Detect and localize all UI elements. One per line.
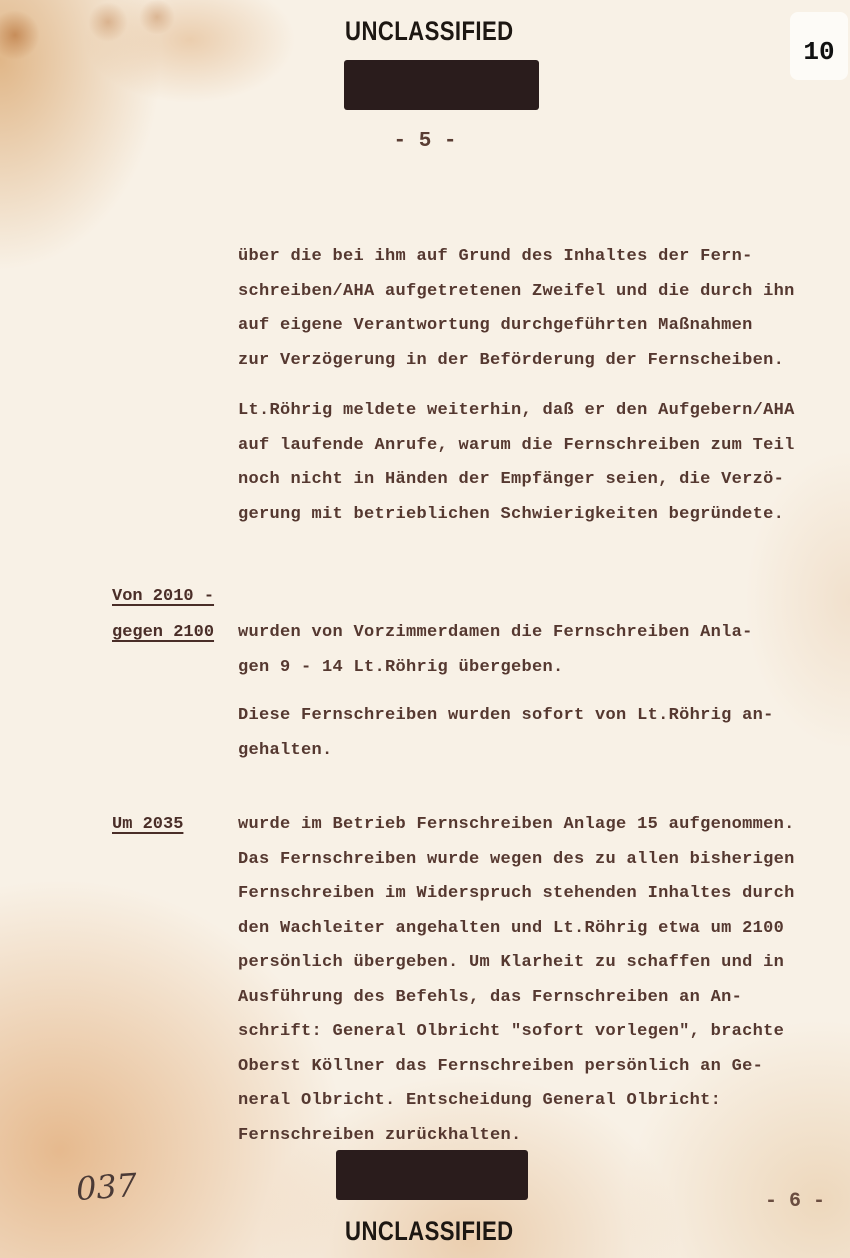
text-line: Oberst Köllner das Fernschreiben persönlich an Ge- (238, 1056, 764, 1076)
text-line: Lt.Röhrig meldete weiterhin, daß er den Aufgebern/AHA (238, 401, 795, 420)
text-line: gen 9 - 14 Lt.Röhrig übergeben. (238, 657, 564, 677)
text-line: neral Olbricht. Entscheidung General Olbricht: (238, 1091, 722, 1110)
classification-header: UNCLASSIFIED (345, 16, 514, 46)
paragraph (238, 699, 774, 768)
paragraph (238, 394, 795, 532)
paragraph (238, 240, 795, 378)
paragraph (238, 616, 753, 685)
text-line: Fernschreiben im Widerspruch stehenden Inhaltes durch (238, 884, 795, 903)
text-line: Diese Fernschreiben wurden sofort von Lt.Röhrig an- (238, 706, 774, 725)
text-line: auf eigene Verantwortung durchgeführten Maßnahmen (238, 316, 753, 335)
time-note: Von 2010 - (112, 587, 215, 606)
text-line: schrift: General Olbricht "sofort vorlegen", brachte (238, 1022, 785, 1041)
text-line: auf laufende Anrufe, warum die Fernschreiben zum Teil (238, 435, 795, 455)
text-line: schreiben/AHA aufgetretenen Zweifel und die durch ihn (238, 281, 795, 301)
document-number: 10 (790, 12, 848, 80)
time-note: Um 2035 (112, 815, 184, 834)
classification-footer: UNCLASSIFIED (345, 1216, 514, 1246)
next-page-number: - 6 - (764, 1190, 825, 1213)
text-line: gerung mit betrieblichen Schwierigkeiten begründete. (238, 504, 785, 524)
text-line: noch nicht in Händen der Empfänger seien, die Verzö- (238, 470, 785, 489)
text-line: gehalten. (238, 740, 333, 760)
text-line: Fernschreiben zurückhalten. (238, 1125, 522, 1145)
paragraph (238, 808, 795, 1153)
text-line: den Wachleiter angehalten und Lt.Röhrig etwa um 2100 (238, 918, 785, 938)
text-line: persönlich übergeben. Um Klarheit zu schaffen und in (238, 953, 785, 972)
text-line: wurden von Vorzimmerdamen die Fernschreiben Anla- (238, 623, 753, 642)
text-line: zur Verzögerung in der Beförderung der Fernscheiben. (238, 350, 785, 370)
text-line: Das Fernschreiben wurde wegen des zu allen bisherigen (238, 849, 795, 869)
stain-spot (0, 10, 40, 60)
redaction-bar-bottom (336, 1150, 528, 1200)
text-line: Ausführung des Befehls, das Fernschreiben an An- (238, 987, 743, 1007)
text-line: über die bei ihm auf Grund des Inhaltes der Fern- (238, 247, 753, 266)
handwritten-number: 037 (74, 1165, 139, 1209)
text-line: wurde im Betrieb Fernschreiben Anlage 15 aufgenommen. (238, 815, 795, 834)
time-note: gegen 2100 (112, 623, 215, 642)
page-number: - 5 - (393, 130, 457, 153)
redaction-bar-top (344, 60, 539, 110)
